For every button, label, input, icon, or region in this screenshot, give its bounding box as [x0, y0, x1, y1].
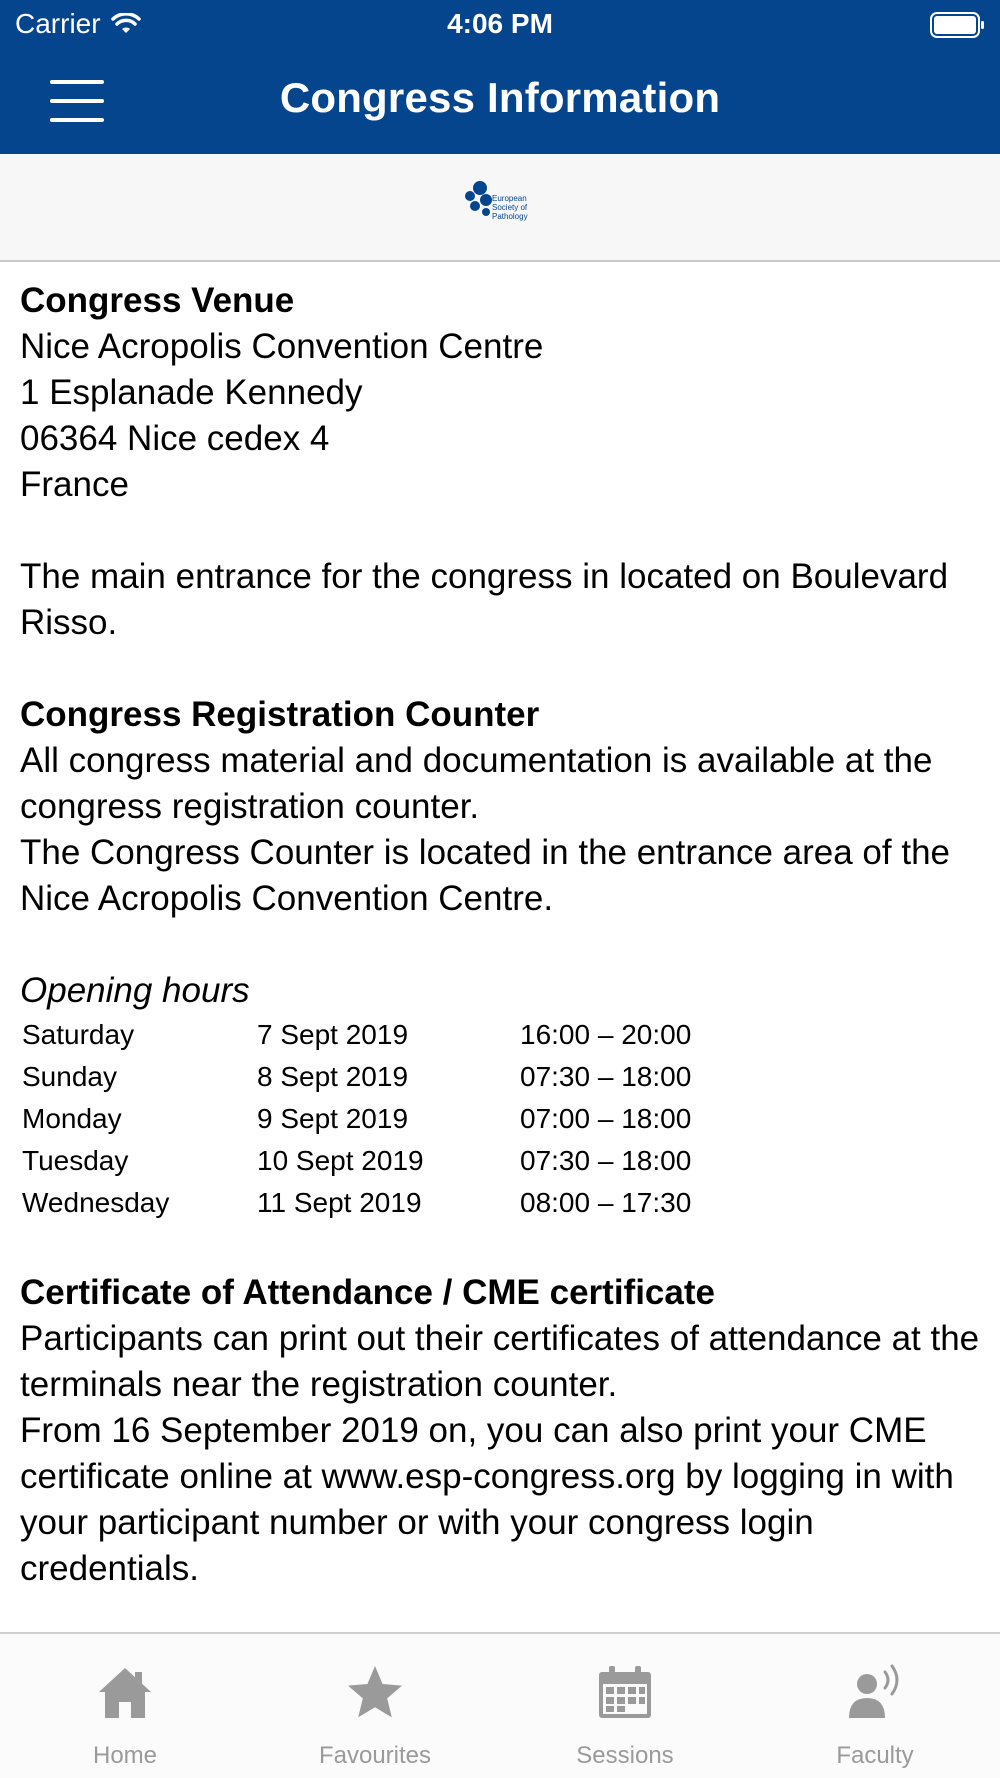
hours-day: Tuesday [22, 1145, 129, 1176]
home-icon [95, 1662, 155, 1722]
entrance-text: The main entrance for the congress in located on Boulevard Risso. [20, 557, 949, 642]
tab-bar [0, 1632, 1000, 1778]
tab-faculty-label: Faculty [836, 1742, 914, 1769]
venue-line-3: 06364 Nice cedex 4 [20, 419, 330, 458]
table-row [20, 1056, 691, 1098]
tab-sessions-label: Sessions [576, 1742, 674, 1769]
spacer [20, 646, 980, 692]
table-row [20, 1014, 691, 1056]
hours-time: 08:00 – 17:30 [520, 1187, 692, 1218]
venue-line-2: 1 Esplanade Kennedy [20, 373, 363, 412]
hours-date: 7 Sept 2019 [257, 1019, 409, 1050]
logo-band [0, 154, 1000, 262]
spacer [20, 1224, 980, 1270]
opening-hours-table [20, 1014, 691, 1224]
page-title: Congress Information [279, 74, 721, 121]
hours-time: 07:30 – 18:00 [520, 1145, 692, 1176]
table-row [20, 1140, 691, 1182]
hours-day: Monday [22, 1103, 122, 1134]
main-content [20, 278, 980, 1592]
hours-day: Saturday [22, 1019, 135, 1050]
status-time: 4:06 PM [447, 8, 553, 39]
spacer [20, 922, 980, 968]
certificate-text-1: Participants can print out their certificates of attendance at the terminals near the registration counter. [20, 1319, 980, 1404]
tab-home[interactable] [0, 1634, 250, 1778]
table-row [20, 1182, 691, 1224]
carrier-label: Carrier [15, 8, 101, 39]
logo-text: European Society of Pathology [492, 194, 528, 221]
hours-date: 11 Sept 2019 [257, 1187, 422, 1218]
hours-date: 9 Sept 2019 [257, 1103, 409, 1134]
hours-date: 10 Sept 2019 [257, 1145, 424, 1176]
table-row [20, 1098, 691, 1140]
registration-text-1: All congress material and documentation is available at the congress registration counter. [20, 741, 933, 826]
opening-hours-title: Opening hours [20, 971, 250, 1010]
tab-favourites-label: Favourites [318, 1742, 432, 1769]
tab-sessions[interactable] [500, 1634, 750, 1778]
venue-line-4: France [20, 465, 129, 504]
header-bar [0, 0, 1000, 154]
hours-date: 8 Sept 2019 [257, 1061, 409, 1092]
venue-title: Congress Venue [20, 281, 295, 320]
certificate-title: Certificate of Attendance / CME certificate [20, 1273, 715, 1312]
esp-logo [462, 178, 542, 230]
calendar-icon [595, 1662, 655, 1722]
registration-title: Congress Registration Counter [20, 695, 540, 734]
hours-time: 07:00 – 18:00 [520, 1103, 692, 1134]
tab-home-label: Home [92, 1742, 158, 1769]
hours-time: 16:00 – 20:00 [520, 1019, 692, 1050]
spacer [20, 508, 980, 554]
certificate-text-2: From 16 September 2019 on, you can also print your CME certificate online at www.esp-congress.org by logging in with your participant number or with your congress login credentials. [20, 1411, 954, 1588]
hours-day: Wednesday [22, 1187, 170, 1218]
venue-line-1: Nice Acropolis Convention Centre [20, 327, 544, 366]
tab-favourites[interactable] [250, 1634, 500, 1778]
battery-icon [930, 12, 986, 38]
hours-time: 07:30 – 18:00 [520, 1061, 692, 1092]
speaker-icon [845, 1662, 905, 1722]
star-icon [345, 1662, 405, 1722]
hours-day: Sunday [22, 1061, 117, 1092]
tab-faculty[interactable] [750, 1634, 1000, 1778]
registration-text-2: The Congress Counter is located in the entrance area of the Nice Acropolis Convention Centre. [20, 833, 950, 918]
